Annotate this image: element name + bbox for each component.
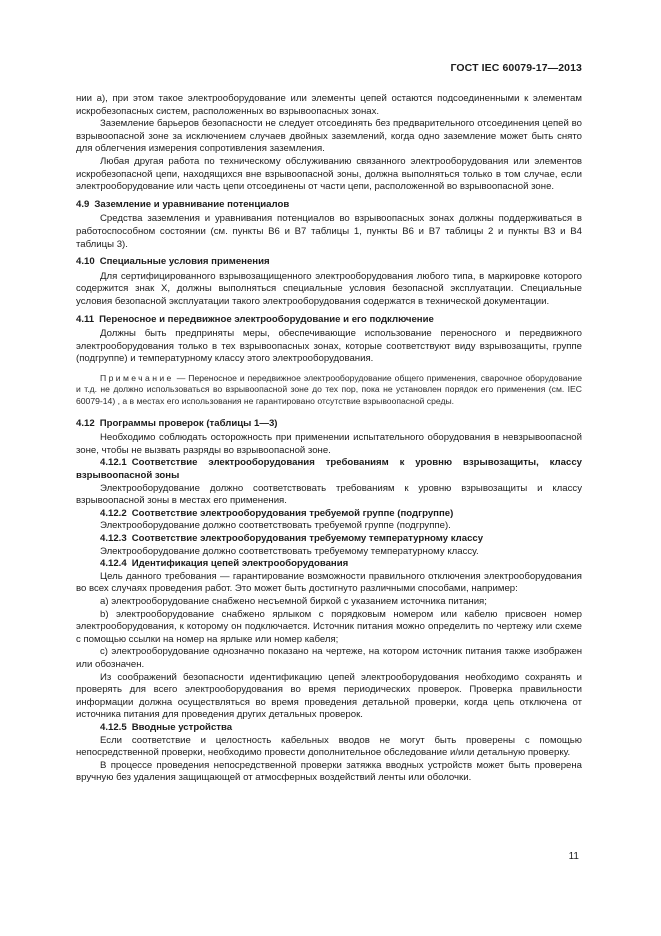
document-header: ГОСТ IEC 60079-17—2013	[450, 62, 582, 74]
subsection-heading-4-12-1	[76, 457, 582, 482]
subsection-heading-4-12-3	[76, 533, 582, 546]
note-text: — Переносное и передвижное электрооборудование общего применения, сварочное оборудование и т.д. не должно использоваться во взрывоопасной зоне до тех пор, пока не установлен порядок его применения (см. IEC 60079-14) , а в местах его использования не гарантировано отсутствие взрывоопасной среды.	[76, 372, 582, 407]
section-title: Программы проверок (таблицы 1—3)	[99, 417, 278, 429]
section-title: Переносное и передвижное электрооборудование и его подключение	[99, 313, 434, 325]
paragraph: Если соответствие и целостность кабельных вводов не могут быть проверены с помощью непосредственной проверки, необходимо провести дополнительное обследование и/или детальную проверку.	[76, 734, 582, 759]
section-title: Специальные условия применения	[99, 256, 270, 268]
paragraph: Средства заземления и уравнивания потенциалов во взрывоопасных зонах должны поддерживаться в работоспособном состоянии (см. пункты В6 и В7 таблицы 1, пункты В6 и В7 таблицы 2 и пункты В3 и В4 таблицы 3).	[76, 213, 582, 250]
section-heading-4-9	[76, 199, 582, 212]
paragraph: Электрооборудование должно соответствовать требуемому температурному классу.	[100, 545, 479, 557]
paragraph: Заземление барьеров безопасности не следует отсоединять без предварительного отсоединения цепей во взрывоопасной зоне за исключением случаев двойных заземлений, когда одно заземление может быть снято для облегчения измерения сопротивления заземления.	[76, 118, 582, 155]
section-number: 4.12	[76, 417, 95, 429]
section-title: Соответствие электрооборудования требуемому температурному классу	[131, 533, 484, 544]
paragraph: Должны быть предприняты меры, обеспечивающие использование переносного и передвижного электрооборудования только в тех взрывоопасных зонах, которые соответствуют виду взрывозащиты, группе (подгруппе) и температурному классу этого электрооборудования.	[76, 328, 582, 365]
section-title: Соответствие электрооборудования требуемой группе (подгруппе)	[131, 507, 454, 519]
section-title: Заземление и уравнивание потенциалов	[94, 198, 290, 210]
subsection-heading-4-12-2	[76, 508, 582, 521]
document-body	[76, 93, 582, 785]
section-heading-4-10	[76, 256, 582, 269]
paragraph: Из соображений безопасности идентификацию цепей электрооборудования необходимо сохранять и проверять для всего электрооборудования во время периодических проверок. Проверка правильности информации должна осуществляться во время проведения детальной проверки, когда цепь отключена от источника питания для проведения других детальных проверок.	[76, 671, 582, 721]
paragraph: нии а), при этом такое электрооборудование или элементы цепей остаются подсоединенными к элементам искробезопасных систем, расположенных во взрывоопасных зонах.	[76, 93, 582, 117]
subsection-heading-4-12-4	[76, 558, 582, 571]
section-number: 4.12.2	[100, 507, 127, 519]
paragraph: Электрооборудование должно соответствовать требуемой группе (подгруппе).	[100, 520, 451, 532]
paragraph: Цель данного требования — гарантирование возможности правильного отключения электрооборудования во всех случаях проведения работ. Это может быть достигнуто различными способами, например:	[76, 570, 582, 595]
section-title: Идентификация цепей электрооборудования	[131, 558, 349, 570]
page-number: 11	[568, 851, 579, 862]
list-item: b) электрооборудование снабжено ярлыком с порядковым номером или кабелю присвоен номер электрооборудования, к которому он подключается. Источник питания можно определить по чертежу или схеме с помощью ссылки на номер на ярлыке или номер кабеля;	[76, 608, 582, 645]
paragraph: Электрооборудование должно соответствовать требованиям к уровню взрывозащиты и классу взрывоопасной зоны в местах его применения.	[76, 482, 582, 507]
section-number: 4.12.1	[100, 457, 127, 469]
section-number: 4.12.4	[100, 558, 127, 570]
section-number: 4.11	[76, 313, 95, 325]
section-number: 4.12.5	[100, 721, 127, 733]
note-label: Примечание	[100, 372, 174, 383]
list-item: а) электрооборудование снабжено несъемной биркой с указанием источника питания;	[100, 595, 487, 607]
paragraph: В процессе проведения непосредственной проверки затяжка вводных устройств может быть проверена вручную без удаления защищающей от атмосферных воздействий ленты или оболочки.	[76, 759, 582, 784]
paragraph: Любая другая работа по техническому обслуживанию связанного электрооборудования или элементов искробезопасной цепи, находящихся вне взрывоопасной зоны, должна выполняться только в том случае, если электрооборудование или часть цепи отсоединены от части цепи, расположенной во взрывоопасной зоне.	[76, 155, 582, 193]
section-number: 4.12.3	[100, 533, 127, 544]
section-number: 4.10	[76, 256, 95, 268]
section-heading-4-11	[76, 314, 582, 327]
paragraph: Для сертифицированного взрывозащищенного электрооборудования любого типа, в маркировке которого содержится знак X, должны выполняться специальные условия безопасной эксплуатации. Специальные условия безопасной эксплуатации такого электрооборудования содержатся в технической документации.	[76, 270, 582, 307]
list-item: с) электрооборудование однозначно показано на чертеже, на котором источник питания также изображен или обозначен.	[76, 646, 582, 670]
section-number: 4.9	[76, 198, 90, 210]
note	[76, 373, 582, 408]
subsection-heading-4-12-5	[76, 722, 582, 735]
section-title: Соответствие электрооборудования требованиям к уровню взрывозащиты, классу взрывоопасной зоны	[76, 457, 582, 482]
section-title: Вводные устройства	[131, 721, 233, 733]
section-heading-4-12	[76, 418, 582, 431]
paragraph: Необходимо соблюдать осторожность при применении испытательного оборудования в невзрывоопасной зоне, чтобы не вызвать разряды во взрывоопасной зоне.	[76, 432, 582, 456]
